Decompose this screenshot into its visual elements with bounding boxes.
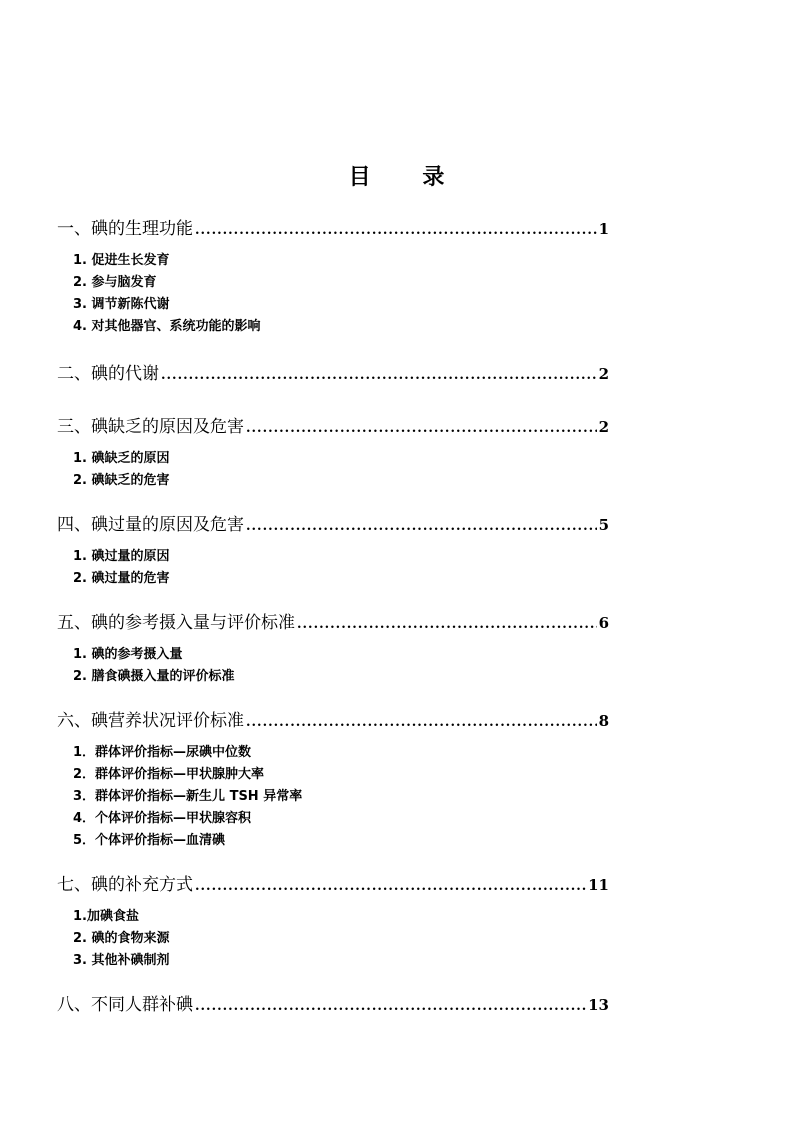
toc-entry-label: 二、碘的代谢	[57, 364, 159, 384]
toc-subentry[interactable]: 2. 碘的食物来源	[73, 931, 170, 946]
toc-entry[interactable]	[57, 410, 609, 444]
toc-subentries	[73, 250, 609, 338]
toc-subentry[interactable]: 2. 碘过量的危害	[73, 571, 170, 586]
toc-section-3	[57, 410, 609, 492]
toc-subentry[interactable]: 3. 其他补碘制剂	[73, 953, 170, 968]
toc-subentry[interactable]: 4. 对其他器官、系统功能的影响	[73, 319, 261, 334]
toc-entry[interactable]	[57, 212, 609, 246]
toc-entry[interactable]	[57, 868, 609, 902]
toc-entry[interactable]	[57, 704, 609, 738]
toc-subentry[interactable]: 4．个体评价指标—甲状腺容积	[73, 811, 252, 826]
toc-subentry[interactable]: 3．群体评价指标—新生儿 TSH 异常率	[73, 789, 303, 804]
toc-entry-label: 八、不同人群补碘	[57, 995, 193, 1015]
toc-subentry[interactable]: 3. 调节新陈代谢	[73, 297, 170, 312]
toc-subentry[interactable]: 1. 促进生长发育	[73, 253, 170, 268]
toc-subentries	[73, 906, 609, 972]
toc-subentry[interactable]: 1．群体评价指标—尿碘中位数	[73, 745, 252, 760]
toc-section-6	[57, 704, 609, 852]
toc-page-number: 2	[598, 418, 609, 436]
toc-page-number: 6	[598, 614, 609, 632]
toc-subentry[interactable]: 5．个体评价指标—血清碘	[73, 833, 226, 848]
toc-section-8	[57, 988, 609, 1022]
toc-page-number: 1	[598, 220, 609, 238]
toc-subentry[interactable]: 2. 膳食碘摄入量的评价标准	[73, 669, 235, 684]
toc-page-number: 11	[588, 876, 609, 894]
toc-entry-label: 五、碘的参考摄入量与评价标准	[57, 613, 295, 633]
dot-leader	[161, 359, 597, 393]
toc-section-1	[57, 212, 609, 338]
toc-section-7	[57, 868, 609, 972]
toc-subentries	[73, 448, 609, 492]
table-of-contents	[57, 212, 609, 1022]
toc-subentry[interactable]: 2．群体评价指标—甲状腺肿大率	[73, 767, 265, 782]
toc-subentries	[73, 742, 609, 852]
toc-entry-label: 六、碘营养状况评价标准	[57, 711, 244, 731]
toc-entry-label: 三、碘缺乏的原因及危害	[57, 417, 244, 437]
toc-section-2	[57, 357, 609, 391]
toc-subentry[interactable]: 1. 碘缺乏的原因	[73, 451, 170, 466]
toc-subentries	[73, 644, 609, 688]
toc-entry-label: 七、碘的补充方式	[57, 875, 193, 895]
dot-leader	[246, 412, 597, 446]
toc-entry[interactable]	[57, 988, 609, 1022]
toc-subentries	[73, 546, 609, 590]
dot-leader	[195, 870, 586, 904]
toc-page-number: 2	[598, 365, 609, 383]
dot-leader	[246, 510, 597, 544]
toc-subentry[interactable]: 1.加碘食盐	[73, 909, 139, 924]
toc-entry[interactable]	[57, 606, 609, 640]
toc-subentry[interactable]: 2. 碘缺乏的危害	[73, 473, 170, 488]
toc-page-number: 8	[598, 712, 609, 730]
dot-leader	[195, 214, 597, 248]
page-title: 目 录	[348, 164, 467, 190]
toc-subentry[interactable]: 2. 参与脑发育	[73, 275, 157, 290]
dot-leader	[297, 608, 597, 642]
toc-page-number: 13	[588, 996, 609, 1014]
toc-entry-label: 四、碘过量的原因及危害	[57, 515, 244, 535]
toc-subentry[interactable]: 1. 碘的参考摄入量	[73, 647, 183, 662]
toc-section-5	[57, 606, 609, 688]
toc-entry[interactable]	[57, 357, 609, 391]
toc-page-number: 5	[598, 516, 609, 534]
toc-section-4	[57, 508, 609, 590]
toc-subentry[interactable]: 1. 碘过量的原因	[73, 549, 170, 564]
dot-leader	[195, 990, 586, 1024]
toc-entry[interactable]	[57, 508, 609, 542]
toc-entry-label: 一、碘的生理功能	[57, 219, 193, 239]
dot-leader	[246, 706, 597, 740]
